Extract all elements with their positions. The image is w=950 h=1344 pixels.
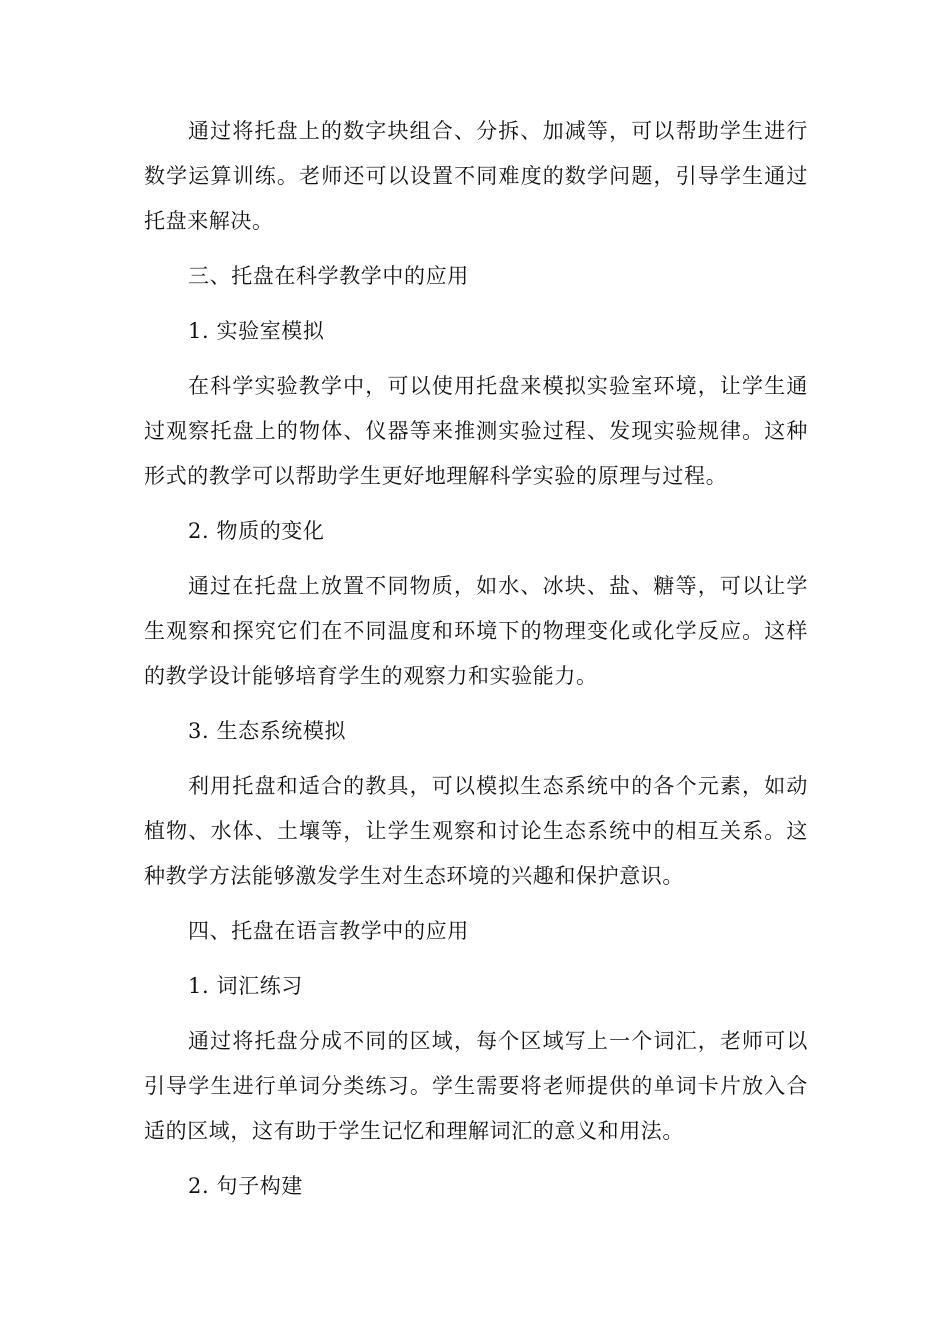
paragraph-lab-simulation: 在科学实验教学中，可以使用托盘来模拟实验室环境，让学生通过观察托盘上的物体、仪器等来推测实验过程、发现实验规律。这种形式的教学可以帮助学生更好地理解科学实验的原理与过程。 [144, 374, 808, 488]
subheading-lab-simulation: 1. 实验室模拟 [188, 319, 325, 343]
paragraph-ecosystem: 利用托盘和适合的教具，可以模拟生态系统中的各个元素，如动植物、水体、土壤等，让学生观察和讨论生态系统中的相互关系。这种教学方法能够激发学生对生态环境的兴趣和保护意识。 [144, 774, 808, 888]
section-heading-science: 三、托盘在科学教学中的应用 [188, 264, 469, 288]
subheading-material-change: 2. 物质的变化 [188, 519, 325, 543]
subheading-vocabulary: 1. 词汇练习 [188, 974, 303, 998]
section-heading-language: 四、托盘在语言教学中的应用 [188, 919, 469, 943]
document-body [144, 109, 808, 1219]
paragraph-math-training: 通过将托盘上的数字块组合、分拆、加减等，可以帮助学生进行数学运算训练。老师还可以设置不同难度的数学问题，引导学生通过托盘来解决。 [144, 119, 808, 233]
subheading-sentence-building: 2. 句子构建 [188, 1174, 303, 1198]
paragraph-material-change: 通过在托盘上放置不同物质，如水、冰块、盐、糖等，可以让学生观察和探究它们在不同温度和环境下的物理变化或化学反应。这样的教学设计能够培育学生的观察力和实验能力。 [144, 574, 808, 688]
subheading-ecosystem: 3. 生态系统模拟 [188, 719, 347, 743]
paragraph-vocabulary: 通过将托盘分成不同的区域，每个区域写上一个词汇，老师可以引导学生进行单词分类练习。学生需要将老师提供的单词卡片放入合适的区域，这有助于学生记忆和理解词汇的意义和用法。 [144, 1029, 808, 1143]
